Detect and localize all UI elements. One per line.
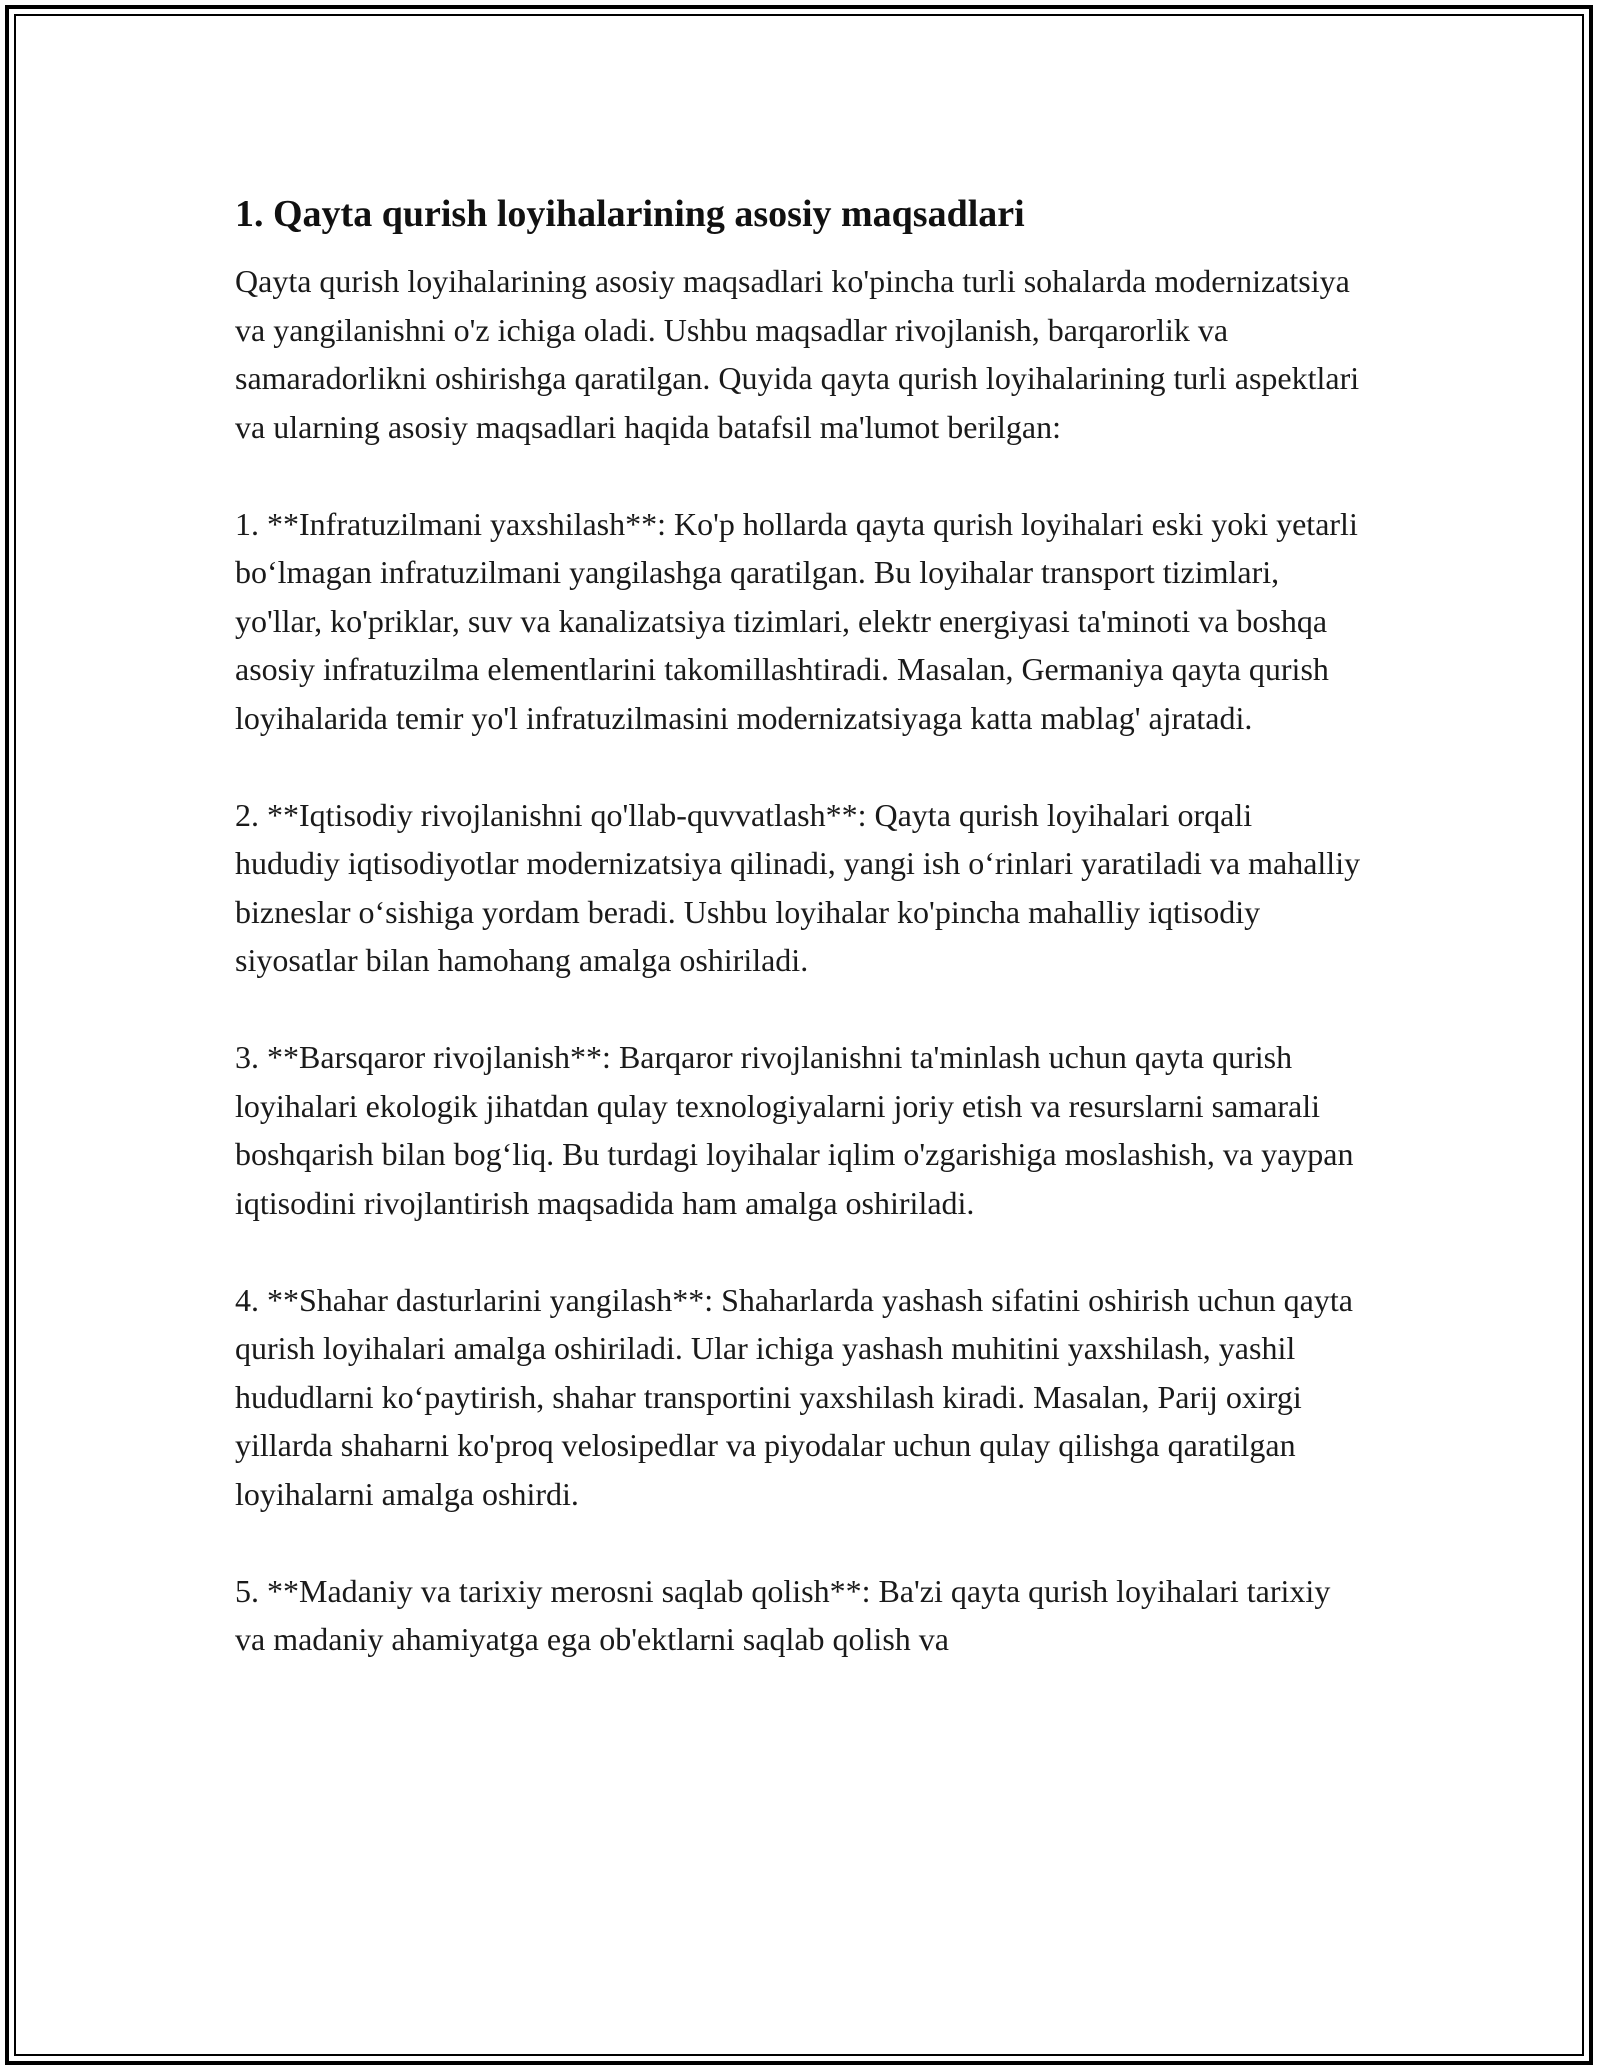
list-item-cultural-heritage: 5. **Madaniy va tarixiy merosni saqlab qolish**: Ba'zi qayta qurish loyihalari tarixiy va madaniy ahamiyatga ega ob'ektlarni saqlab qolish va xyxy=(235,1572,1331,1657)
list-item-infrastructure: 1. **Infratuzilmani yaxshilash**: Ko'p hollarda qayta qurish loyihalari eski yoki yetarli bo‘lmagan infratuzilmani yangilashga qaratilgan. Bu loyihalar transport tizimlari, yo'llar, ko'priklar, suv va kanalizatsiya tizimlari, elektr energiyasi ta'minoti va boshqa asosiy infratuzilma elementlarini takomillashtiradi. Masalan, Germaniya qayta qurish loyihalarida temir yo'l infratuzilmasini modernizatsiyaga katta mablag' ajratadi. xyxy=(235,505,1358,736)
list-item-economic-development: 2. **Iqtisodiy rivojlanishni qo'llab-quvvatlash**: Qayta qurish loyihalari orqali hududiy iqtisodiyotlar modernizatsiya qilinadi, yangi ish o‘rinlari yaratiladi va mahalliy bizneslar o‘sishiga yordam beradi. Ushbu loyihalar ko'pincha mahalliy iqtisodiy siyosatlar bilan hamohang amalga oshiriladi. xyxy=(235,796,1361,978)
document-body xyxy=(235,188,1365,1664)
list-item-urban-programs: 4. **Shahar dasturlarini yangilash**: Shaharlarda yashash sifatini oshirish uchun qayta qurish loyihalari amalga oshiriladi. Ular ichiga yashash muhitini yaxshilash, yashil hududlarni ko‘paytirish, shahar transportini yaxshilash kiradi. Masalan, Parij oxirgi yillarda shaharni ko'proq velosipedlar va piyodalar uchun qulay qilishga qaratilgan loyihalarni amalga oshirdi. xyxy=(235,1281,1353,1512)
intro-paragraph: Qayta qurish loyihalarining asosiy maqsadlari ko'pincha turli sohalarda modernizatsiya va yangilanishni o'z ichiga oladi. Ushbu maqsadlar rivojlanish, barqarorlik va samaradorlikni oshirishga qaratilgan. Quyida qayta qurish loyihalarining turli aspektlari va ularning asosiy maqsadlari haqida batafsil ma'lumot berilgan: xyxy=(235,263,1360,445)
section-heading: 1. Qayta qurish loyihalarining asosiy maqsadlari xyxy=(235,193,1025,235)
list-item-sustainable-development: 3. **Barsqaror rivojlanish**: Barqaror rivojlanishni ta'minlash uchun qayta qurish loyihalari ekologik jihatdan qulay texnologiyalarni joriy etish va resurslarni samarali boshqarish bilan bog‘liq. Bu turdagi loyihalar iqlim o'zgarishiga moslashish, va yaypan iqtisodini rivojlantirish maqsadida ham amalga oshiriladi. xyxy=(235,1039,1354,1221)
